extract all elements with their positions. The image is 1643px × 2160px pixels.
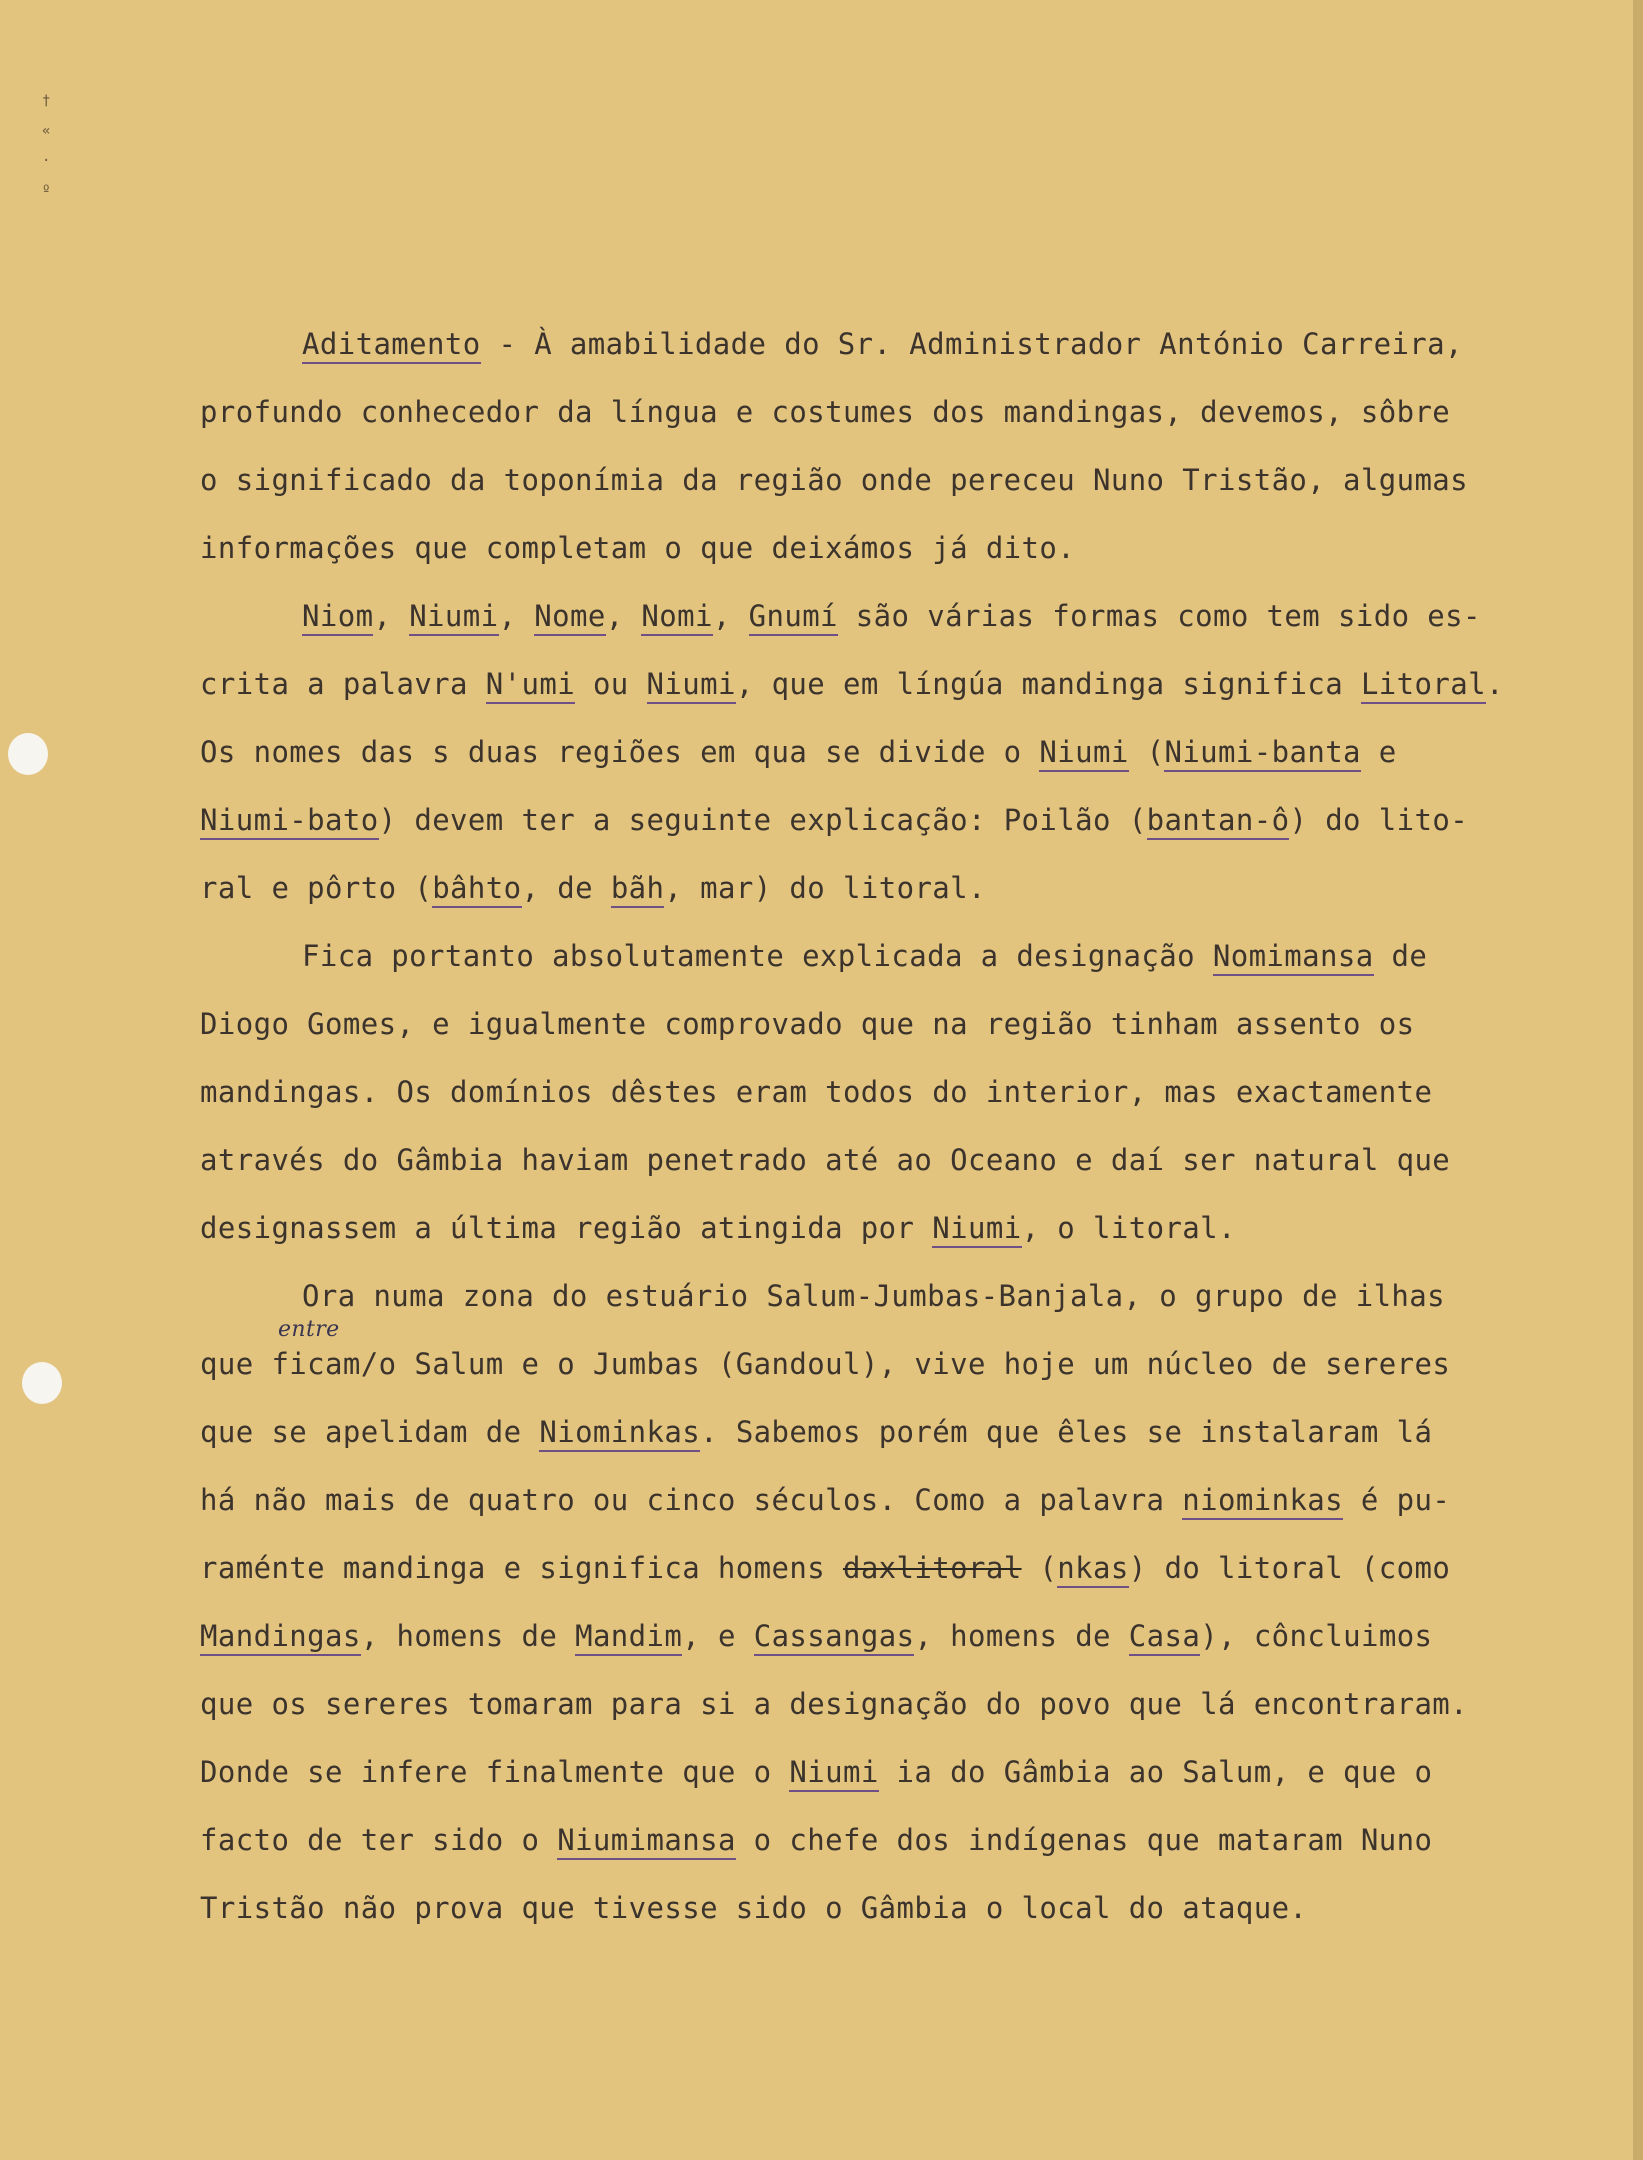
underlined-term: nkas	[1057, 1551, 1128, 1588]
margin-mark: †	[42, 93, 51, 109]
underlined-term: Mandim	[575, 1619, 682, 1656]
paragraph-4-line-5: raménte mandinga e significa homens daxlitoral (nkas) do litoral (como	[200, 1534, 1620, 1602]
underlined-term: Gnumí	[749, 599, 838, 636]
underlined-term: Nome	[534, 599, 605, 636]
paragraph-3-line-5: designassem a última região atingida por Niumi, o litoral.	[200, 1194, 1620, 1262]
underlined-term: Niumi	[647, 667, 736, 704]
handwritten-insertion: entre	[278, 1317, 340, 1342]
underlined-term: Nomimansa	[1213, 939, 1374, 976]
paragraph-2-line-3: Os nomes das s duas regiões em qua se divide o Niumi (Niumi-banta e	[200, 718, 1620, 786]
paragraph-2-line-2: crita a palavra N'umi ou Niumi, que em língúa mandinga significa Litoral.	[200, 650, 1620, 718]
underlined-term: Niumimansa	[557, 1823, 736, 1860]
margin-mark: ·	[42, 153, 51, 169]
paragraph-4-line-3: que se apelidam de Niominkas. Sabemos porém que êles se instalaram lá	[200, 1398, 1620, 1466]
document-body	[200, 310, 1620, 1942]
paragraph-3-line-2: Diogo Gomes, e igualmente comprovado que na região tinham assento os	[200, 1007, 1415, 1041]
paragraph-1-line-1: Aditamento - À amabilidade do Sr. Administrador António Carreira,	[200, 310, 1620, 378]
underlined-term: Niumi-banta	[1164, 735, 1360, 772]
paper-edge-shadow	[1633, 0, 1643, 2160]
paragraph-4-line-9: facto de ter sido o Niumimansa o chefe dos indígenas que mataram Nuno	[200, 1806, 1620, 1874]
paragraph-4-line-1: Ora numa zona do estuário Salum-Jumbas-Banjala, o grupo de ilhas	[302, 1279, 1446, 1313]
paragraph-4-line-7: que os sereres tomaram para si a designação do povo que lá encontraram.	[200, 1687, 1469, 1721]
paragraph-4-line-6: Mandingas, homens de Mandim, e Cassangas, homens de Casa), côncluimos	[200, 1602, 1620, 1670]
paragraph-4-line-8: Donde se infere finalmente que o Niumi ia do Gâmbia ao Salum, e que o	[200, 1738, 1620, 1806]
underlined-term: bãh	[611, 871, 665, 908]
paragraph-4-line-4: há não mais de quatro ou cinco séculos. Como a palavra niominkas é pu-	[200, 1466, 1620, 1534]
paragraph-4-line-10: Tristão não prova que tivesse sido o Gâmbia o local do ataque.	[200, 1891, 1308, 1925]
margin-mark: º	[42, 183, 51, 199]
underlined-term: Niumi	[409, 599, 498, 636]
underlined-term: bâhto	[432, 871, 521, 908]
underlined-term: bantan-ô	[1147, 803, 1290, 840]
paragraph-1-line-2: profundo conhecedor da língua e costumes dos mandingas, devemos, sôbre	[200, 395, 1451, 429]
underlined-term: Litoral	[1361, 667, 1486, 704]
punch-hole-upper	[8, 733, 48, 775]
paragraph-2-line-5: ral e pôrto (bâhto, de bãh, mar) do litoral.	[200, 854, 1620, 922]
underlined-term: Cassangas	[754, 1619, 915, 1656]
paragraph-3-line-3: mandingas. Os domínios dêstes eram todos do interior, mas exactamente	[200, 1075, 1433, 1109]
underlined-term: Aditamento	[302, 327, 481, 364]
underlined-term: Mandingas	[200, 1619, 361, 1656]
underlined-term: Niumi-bato	[200, 803, 379, 840]
underlined-term: niominkas	[1182, 1483, 1343, 1520]
underlined-term: Niumi	[789, 1755, 878, 1792]
paragraph-3-line-4: através do Gâmbia haviam penetrado até ao Oceano e daí ser natural que	[200, 1143, 1451, 1177]
underlined-term: N'umi	[486, 667, 575, 704]
underlined-term: Niom	[302, 599, 373, 636]
paragraph-1-line-3: o significado da toponímia da região onde pereceu Nuno Tristão, algumas	[200, 463, 1469, 497]
margin-mark: «	[42, 123, 51, 139]
underlined-term: Niumi	[1039, 735, 1128, 772]
margin-marks	[42, 86, 64, 206]
paragraph-3-line-1: Fica portanto absolutamente explicada a designação Nomimansa de	[200, 922, 1620, 990]
underlined-term: Nomi	[641, 599, 712, 636]
struck-out-text: daxlitoral	[842, 1551, 1022, 1585]
punch-hole-lower	[22, 1362, 62, 1404]
insertion-point: que ficam/o entre	[200, 1330, 396, 1398]
paragraph-2-line-4: Niumi-bato) devem ter a seguinte explicação: Poilão (bantan-ô) do lito-	[200, 786, 1620, 854]
underlined-term: Niominkas	[539, 1415, 700, 1452]
paragraph-4-line-2: que ficam/o entre Salum e o Jumbas (Gandoul), vive hoje um núcleo de sereres	[200, 1330, 1620, 1398]
paragraph-2-line-1: Niom, Niumi, Nome, Nomi, Gnumí são várias formas como tem sido es-	[200, 582, 1620, 650]
underlined-term: Niumi	[932, 1211, 1021, 1248]
paragraph-1-line-4: informações que completam o que deixámos já dito.	[200, 531, 1076, 565]
underlined-term: Casa	[1129, 1619, 1200, 1656]
